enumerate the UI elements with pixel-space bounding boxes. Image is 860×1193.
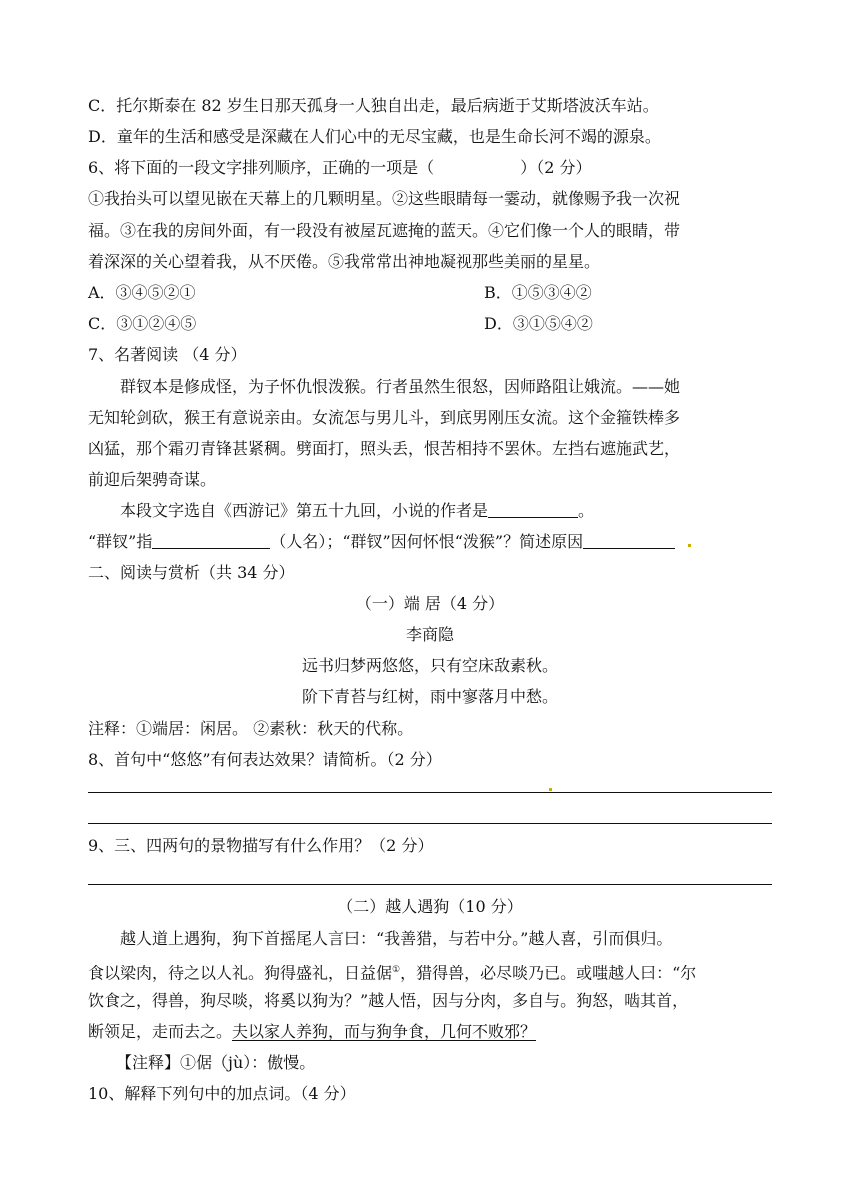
story-title: （二）越人遇狗（10 分） xyxy=(337,897,523,916)
q7-question-part-1: “群钗”指 xyxy=(88,532,153,551)
story-line-1: 越人道上遇狗，狗下首摇尾人言曰：“我善猎，与若中分。”越人喜，引而俱归。 xyxy=(120,929,673,948)
q7-source-question xyxy=(120,500,594,522)
story-line-2-start: 食以梁肉，待之以人礼。狗得盛礼，日益倨 xyxy=(88,963,393,983)
q7-question-part-2: （人名）；“群钗”因何怀恨“泼猴”？简述原因 xyxy=(270,532,584,551)
footnote-marker: ① xyxy=(392,965,401,975)
poem-title: （一）端 居（4 分） xyxy=(355,594,505,613)
q7-passage-line-4: 前迎后架骋奇谋。 xyxy=(88,470,217,489)
question-7-title: 7、名著阅读 （4 分） xyxy=(88,345,247,364)
q6-passage-line-2: 福。③在我的房间外面，有一段没有被屋瓦遮掩的蓝天。④它们像一个人的眼睛，带 xyxy=(88,221,681,240)
q7-source-text: 本段文字选自《西游记》第五十九回，小说的作者是 xyxy=(120,501,489,520)
q6-option-d: D．③①⑤④② xyxy=(484,314,593,333)
q7-character-question xyxy=(88,531,675,553)
poem-line-1: 远书归梦两悠悠，只有空床敌素秋。 xyxy=(301,656,558,675)
story-line-3: 饮食之，得兽，狗尽啖，将奚以狗为？”越人悟，因与分肉，多自与。狗怒，啮其首， xyxy=(88,991,689,1010)
author-answer-blank[interactable] xyxy=(488,501,578,518)
section-2-heading: 二、阅读与赏析（共 34 分） xyxy=(88,563,295,582)
q9-answer-line[interactable] xyxy=(88,884,772,885)
poem-line-2: 阶下青苔与红树，雨中寥落月中愁。 xyxy=(301,687,558,706)
underlined-sentence: 夫以家人养狗，而与狗争食，几何不败邪？ xyxy=(232,1022,537,1041)
q6-option-a: A．③④⑤②① xyxy=(88,283,196,302)
q6-option-c: C．③①②④⑤ xyxy=(88,314,197,333)
question-6-stem xyxy=(88,157,591,179)
character-name-blank[interactable] xyxy=(152,532,270,549)
option-d-statement: D．童年的生活和感受是深藏在人们心中的无尽宝藏，也是生命长河不竭的源泉。 xyxy=(88,127,661,146)
q7-source-end: 。 xyxy=(578,501,595,520)
story-line-4 xyxy=(88,1021,536,1043)
story-line-4-plain: 断领足，走而去之。 xyxy=(88,1022,233,1041)
poem-author: 李商隐 xyxy=(405,625,454,644)
poem-note: 注释：①端居：闲居。 ②素秋：秋天的代称。 xyxy=(88,719,414,738)
q7-passage-line-1: 群钗本是修成怪，为子怀仇恨泼猴。行者虽然生很怒，因师路阻让娥流。——她 xyxy=(120,377,681,396)
reason-answer-blank[interactable] xyxy=(583,532,675,549)
question-9: 9、三、四两句的景物描写有什么作用？（2 分） xyxy=(88,836,434,855)
question-10: 10、解释下列句中的加点词。（4 分） xyxy=(88,1084,356,1103)
q6-stem-start: 6、将下面的一段文字排列顺序，正确的一项是（ xyxy=(88,158,435,177)
mark-dot xyxy=(549,788,552,791)
q8-answer-line-1[interactable] xyxy=(88,792,772,793)
story-line-2-end: ，猎得兽，必尽啖乃已。或嗤越人曰：“尔 xyxy=(400,963,697,983)
question-8: 8、首句中“悠悠”有何表达效果？请简析。（2 分） xyxy=(88,750,442,769)
q6-passage-line-3: 着深深的关心望着我，从不厌倦。⑤我常常出神地凝视那些美丽的星星。 xyxy=(88,252,601,271)
q6-passage-line-1: ①我抬头可以望见嵌在天幕上的几颗明星。②这些眼睛每一霎动，就像赐予我一次祝 xyxy=(88,189,681,208)
q6-stem-end: ）（2 分） xyxy=(520,158,592,177)
q6-option-b: B．①⑤③④② xyxy=(484,283,592,302)
story-note: 【注释】①倨（jù）：傲慢。 xyxy=(116,1053,316,1072)
mark-dot xyxy=(688,544,691,547)
q7-passage-line-3: 凶猛，那个霜刃青锋甚紧稠。劈面打，照头丢，恨苦相持不罢休。左挡右遮施武艺， xyxy=(88,439,681,458)
q7-passage-line-2: 无知轮剑砍，猴王有意说亲由。女流怎与男儿斗，到底男刚压女流。这个金箍铁棒多 xyxy=(88,408,681,427)
option-c-statement: C．托尔斯泰在 82 岁生日那天孤身一人独自出走，最后病逝于艾斯塔波沃车站。 xyxy=(88,96,659,115)
story-line-2 xyxy=(88,959,696,984)
q8-answer-line-2[interactable] xyxy=(88,823,772,824)
